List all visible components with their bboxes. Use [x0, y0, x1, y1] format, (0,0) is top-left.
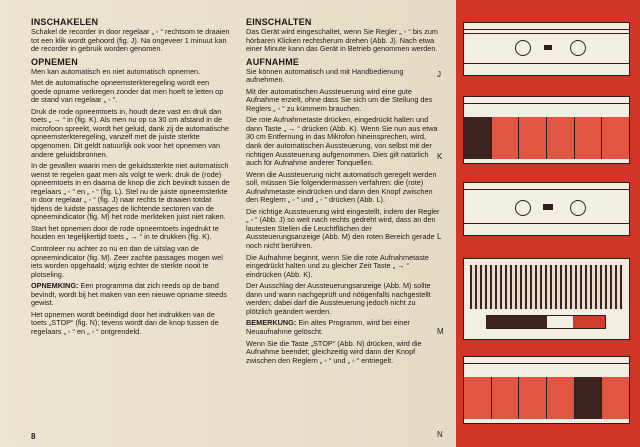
- figure-l-manual-button: [463, 182, 630, 236]
- figure-label-m: M: [437, 327, 444, 336]
- paragraph: Mit der automatischen Aussteuerung wird eine gute Aufnahme erzielt, ohne dass Sie sich um die Stellung des Reglers „ ◦ “ zu kümmern brauchen.: [246, 86, 433, 113]
- paragraph-note: [31, 282, 231, 308]
- figure-label-j: J: [437, 70, 441, 79]
- paragraph: Druk de rode opneemtoets in, houdt deze vast en druk dan toets „ → “ in (fig. K). Als men nu op ca 30 cm afstand in de microfoon spreekt, wordt het geluid, dank zij de automatische opneemsterkteregeling, vanzelf met de juiste sterkte opgenomen. Dit geldt natuurlijk ook voor het opnemen van andere geluidsbronnen.: [31, 106, 229, 159]
- paragraph: Wenn Sie die Taste „STOP“ (Abb. N) drücken, wird die Aufnahme beendet; gleichzeitig wird dann der Knopf zwischen den Reglern „ ◦ “ und „ ◦ “ entriegelt.: [246, 338, 422, 365]
- paragraph: Die rote Aufnahmetaste drücken, eingedrückt halten und dann Taste „ → “ drücken (Abb. K). Wenn Sie nun aus etwa 30 cm Entfernung in das Mikrofon hineinsprechen, wird, dank der automatischen Aussteuerung, von selbst mit der richtigen Aussteuerung aufgenommen. Dies gilt natürlich auch für Aufnahme anderer Tonquellen.: [246, 115, 438, 168]
- pause-key-icon: [602, 117, 629, 159]
- figure-n-stop-key: [463, 356, 630, 424]
- note-text: Ein altes Programm, wird bei einer Neuaufnahme gelöscht.: [246, 318, 410, 336]
- center-button-icon: [544, 45, 552, 50]
- paragraph: Das Gerät wird eingeschaltet, wenn Sie Regler „ ◦ “ bis zum hörbaren Klicken rechtsherum drehen (Abb. J). Nach etwa einer Minute kann das Gerät in Betrieb genommen werden.: [246, 27, 438, 54]
- play-key-icon: [492, 117, 520, 159]
- paragraph-note: [246, 319, 442, 336]
- speaker-grill-icon: [470, 265, 623, 309]
- pause-key-icon: [602, 377, 629, 419]
- tone-knob-icon: [570, 40, 586, 56]
- stop-key-icon: [575, 117, 603, 159]
- rewind-key-icon: [519, 377, 547, 419]
- paragraph: Wenn die Aussteuerung nicht automatisch geregelt werden soll, müssen Sie folgendermassen verfahren: die (rote) Aufnahmetaste eindrücken und dann den Knopf zwischen den Reglern „ ◦ “ und „ ◦ “ drücken (Abb. L).: [246, 169, 437, 205]
- figure-label-l: L: [437, 232, 442, 241]
- paragraph: Controleer nu achter zo nu en dan de uitslag van de opneemindicator (fig. M). Zeer zachte passages mogen wel iets worden opgehaald; wijzig echter de sterkte nooit te plotseling.: [31, 244, 223, 279]
- note-text: Een programma dat zich reeds op de band bevindt, wordt bij het maken van een nieuwe opname steeds gewist.: [31, 281, 227, 308]
- heading-aufnahme: AUFNAHME: [246, 56, 300, 67]
- forward-key-icon: [547, 377, 575, 419]
- figure-k-key-row: [463, 96, 630, 164]
- dutch-column: [31, 14, 231, 340]
- figure-j-control-knobs: [463, 22, 630, 76]
- paragraph: Die Aufnahme beginnt, wenn Sie die rote Aufnahmetaste eingedrückt halten und zu gleicher Zeit Taste „ → “ eindrücken (Abb. K).: [246, 252, 429, 279]
- right-knob-icon: [570, 200, 586, 216]
- record-key-icon: [464, 377, 492, 419]
- paragraph: Sie können automatisch und mit Handbedienung aufnehmen.: [246, 66, 404, 85]
- manual-button-icon: [543, 204, 553, 210]
- paragraph: Der Ausschlag der Aussteuerungsanzeige (Abb. M) sollte dann und wann nachgeprüft und nötigenfalls nachgestellt werden; dabei darf die Aussteuerung jedoch nicht zu plötzlich geändert werden.: [246, 281, 431, 316]
- play-key-icon: [492, 377, 520, 419]
- record-key-icon: [464, 117, 492, 159]
- paragraph: Start het opnemen door de rode opneemtoets ingedrukt te houden en tegelijkertijd toets „ → “ in te drukken (fig. K).: [31, 223, 219, 242]
- forward-key-icon: [547, 117, 575, 159]
- paragraph: Het opnemen wordt beëindigd door het indrukken van de toets „STOP“ (fig. N); tevens wordt dan de knop tussen de regelaars „ ◦ “ en „ ◦ “ ontgrendeld.: [31, 309, 219, 336]
- rewind-key-icon: [519, 117, 547, 159]
- note-heading: BEMERKUNG:: [246, 318, 297, 328]
- figure-label-k: K: [437, 152, 443, 161]
- heading-inschakelen: INSCHAKELEN: [31, 17, 99, 27]
- figure-label-n: N: [437, 430, 443, 439]
- paragraph: Met de automatische opneemsterkteregeling wordt een goede opname verkregen zonder dat men hoeft te letten op de stand van regelaar „ ◦ “.: [31, 78, 224, 105]
- vu-meter: [486, 315, 606, 329]
- paragraph: Men kan automatisch en niet automatisch opnemen.: [31, 66, 201, 76]
- paragraph: Schakel de recorder in door regelaar „ ◦ “ rechtsom te draaien tot een klik wordt gehoord (fig. J). Na ongeveer 1 minuut kan de recorder in gebruik worden genomen.: [31, 27, 230, 54]
- heading-einschalten: EINSCHALTEN: [246, 17, 312, 27]
- volume-knob-icon: [515, 40, 531, 56]
- stop-key-icon: [575, 377, 603, 419]
- paragraph: In de gevallen waarin men de geluidssterkte niet automatisch wenst te regelen gaat men als volgt te werk: druk de (rode) opneemtoets in en daarna de knop die zich bevindt tussen de regelaars „ ◦ “ en „ ◦ “ (fig. L). Stel nu de juiste opneemsterkte in door regelaar „ ◦ “ (fig. J) naar rechts te draaien totdat tijdens de luidste passages de lichtende sectoren van de opneemindicator (fig. M) het rode merkteken juist niet raken.: [31, 161, 230, 222]
- left-knob-icon: [515, 200, 531, 216]
- paragraph: Die richtige Aussteuerung wird eingestellt, indem der Regler „ ◦ “ (Abb. J) so weit nach rechts gedreht wird, dass an den lautesten Stellen die Leuchtflächen der Aussteuerungsanzeige (Abb. M) den roten Bereich gerade noch nicht berühren.: [246, 206, 440, 251]
- german-column: [246, 14, 442, 368]
- heading-opnemen: OPNEMEN: [31, 56, 78, 67]
- page-number: 8: [31, 432, 36, 441]
- note-heading: OPNEMKING:: [31, 281, 79, 291]
- figure-m-level-indicator: [463, 258, 630, 340]
